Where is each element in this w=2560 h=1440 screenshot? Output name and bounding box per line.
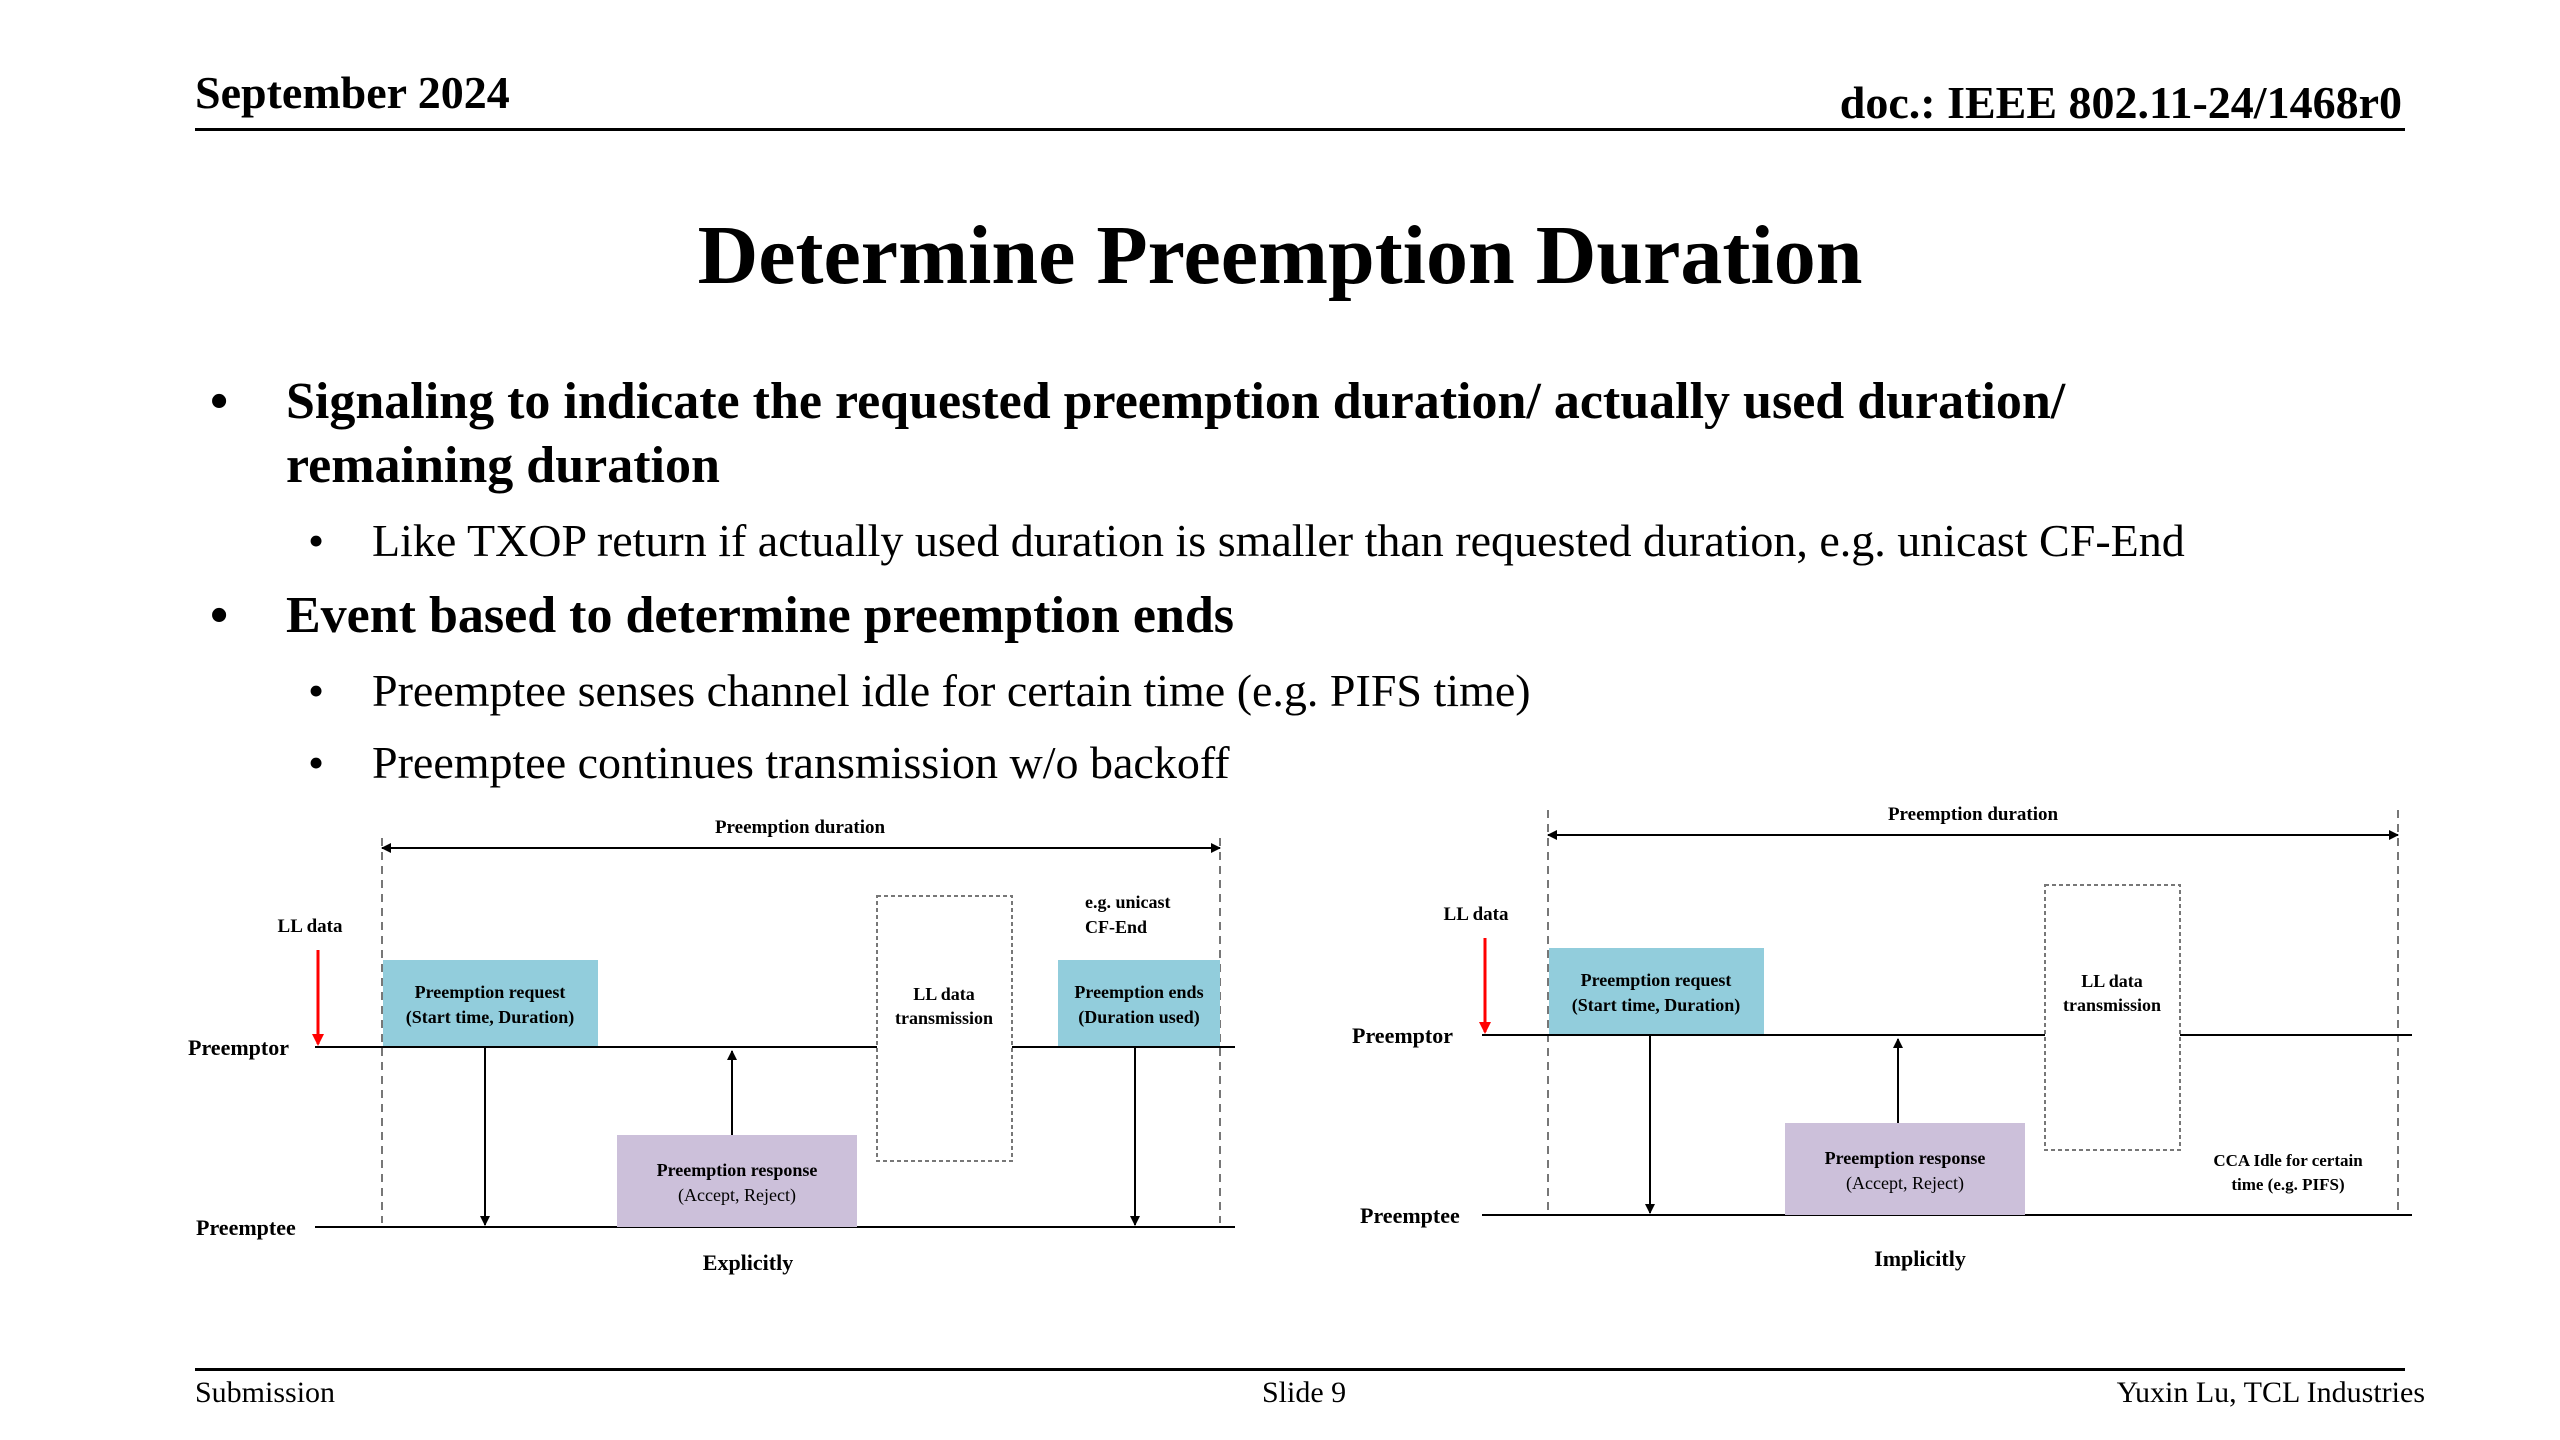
bullet-2: [210, 584, 2510, 648]
header-date: September 2024: [195, 67, 510, 118]
preemption-response-box: [1785, 1123, 2025, 1215]
bullet-marker: •: [210, 587, 229, 644]
preemption-response-box: [617, 1135, 857, 1227]
preemption-request-line2: (Start time, Duration): [1571, 995, 1741, 1015]
preemption-ends-line1: Preemption ends: [1074, 982, 1204, 1002]
diagram-explicit: [180, 808, 1250, 1278]
footer-slide-number: Slide 9: [1262, 1376, 1347, 1409]
bullet-marker: •: [210, 373, 229, 430]
preemptor-label: Preemptor: [188, 1035, 289, 1060]
preemptee-label: Preemptee: [1360, 1203, 1460, 1228]
header-doc-id: doc.: IEEE 802.11-24/1468r0: [1839, 77, 2402, 128]
bullet-marker: •: [308, 737, 325, 788]
bullet-1-line2: remaining duration: [286, 437, 720, 494]
bullet-list: [210, 370, 2510, 806]
preemption-ends-box: [1058, 960, 1220, 1046]
preemption-response-line1: Preemption response: [656, 1160, 818, 1180]
cca-idle-line1: CCA Idle for certain: [2213, 1151, 2363, 1170]
bullet-marker: •: [308, 515, 325, 566]
preemption-response-line2: (Accept, Reject): [1846, 1173, 1964, 1193]
preemption-response-line1: Preemption response: [1824, 1148, 1986, 1168]
ll-data-transmission-box: [877, 896, 1012, 1161]
header-rule: [195, 128, 2405, 131]
footer-submission: Submission: [195, 1376, 336, 1409]
ll-transmission-line1: LL data: [2081, 971, 2143, 991]
ll-transmission-line1: LL data: [913, 984, 975, 1004]
footer-rule: [195, 1368, 2405, 1371]
ll-transmission-line2: transmission: [2062, 995, 2162, 1015]
preemption-ends-line2: (Duration used): [1078, 1007, 1200, 1027]
diagram-implicit: [1350, 795, 2430, 1275]
preemption-request-line1: Preemption request: [1580, 970, 1732, 990]
preemption-request-line2: (Start time, Duration): [405, 1007, 575, 1027]
preemption-response-line2: (Accept, Reject): [678, 1185, 796, 1205]
bullet-2-sub-1-text: Preemptee senses channel idle for certain time (e.g. PIFS time): [372, 665, 1531, 716]
ll-data-label: LL data: [277, 916, 343, 937]
duration-label: Preemption duration: [714, 817, 886, 838]
preemption-request-box: [383, 960, 598, 1046]
preemption-request-line1: Preemption request: [414, 982, 566, 1002]
cca-idle-line2: time (e.g. PIFS): [2231, 1175, 2345, 1194]
ll-data-transmission-box: [2045, 885, 2180, 1150]
bullet-2-sub-1: [210, 662, 2510, 720]
bullet-2-text: Event based to determine preemption ends: [286, 587, 1235, 644]
cf-end-note-line1: e.g. unicast: [1085, 892, 1171, 912]
diagram-caption-implicit: Implicitly: [1874, 1246, 1966, 1271]
preemptee-label: Preemptee: [196, 1215, 296, 1240]
duration-label: Preemption duration: [1887, 804, 2059, 825]
bullet-1-sub-1: [210, 512, 2510, 570]
bullet-1-sub-1-text: Like TXOP return if actually used duration is smaller than requested duration, e.g. unicast CF-End: [372, 515, 2185, 566]
bullet-2-sub-2-text: Preemptee continues transmission w/o backoff: [372, 737, 1230, 788]
preemption-request-box: [1549, 948, 1764, 1034]
ll-transmission-line2: transmission: [894, 1008, 994, 1028]
bullet-1-line1: Signaling to indicate the requested preemption duration/ actually used duration/: [286, 373, 2066, 430]
preemptor-label: Preemptor: [1352, 1023, 1453, 1048]
slide-title: Determine Preemption Duration: [697, 209, 1863, 302]
bullet-2-sub-2: [210, 734, 2510, 792]
bullet-marker: •: [308, 665, 325, 716]
footer-author: Yuxin Lu, TCL Industries: [2116, 1376, 2425, 1409]
cf-end-note-line2: CF-End: [1085, 917, 1148, 937]
diagram-caption-explicit: Explicitly: [702, 1250, 794, 1275]
ll-data-label: LL data: [1443, 904, 1509, 925]
bullet-1: [210, 370, 2510, 498]
